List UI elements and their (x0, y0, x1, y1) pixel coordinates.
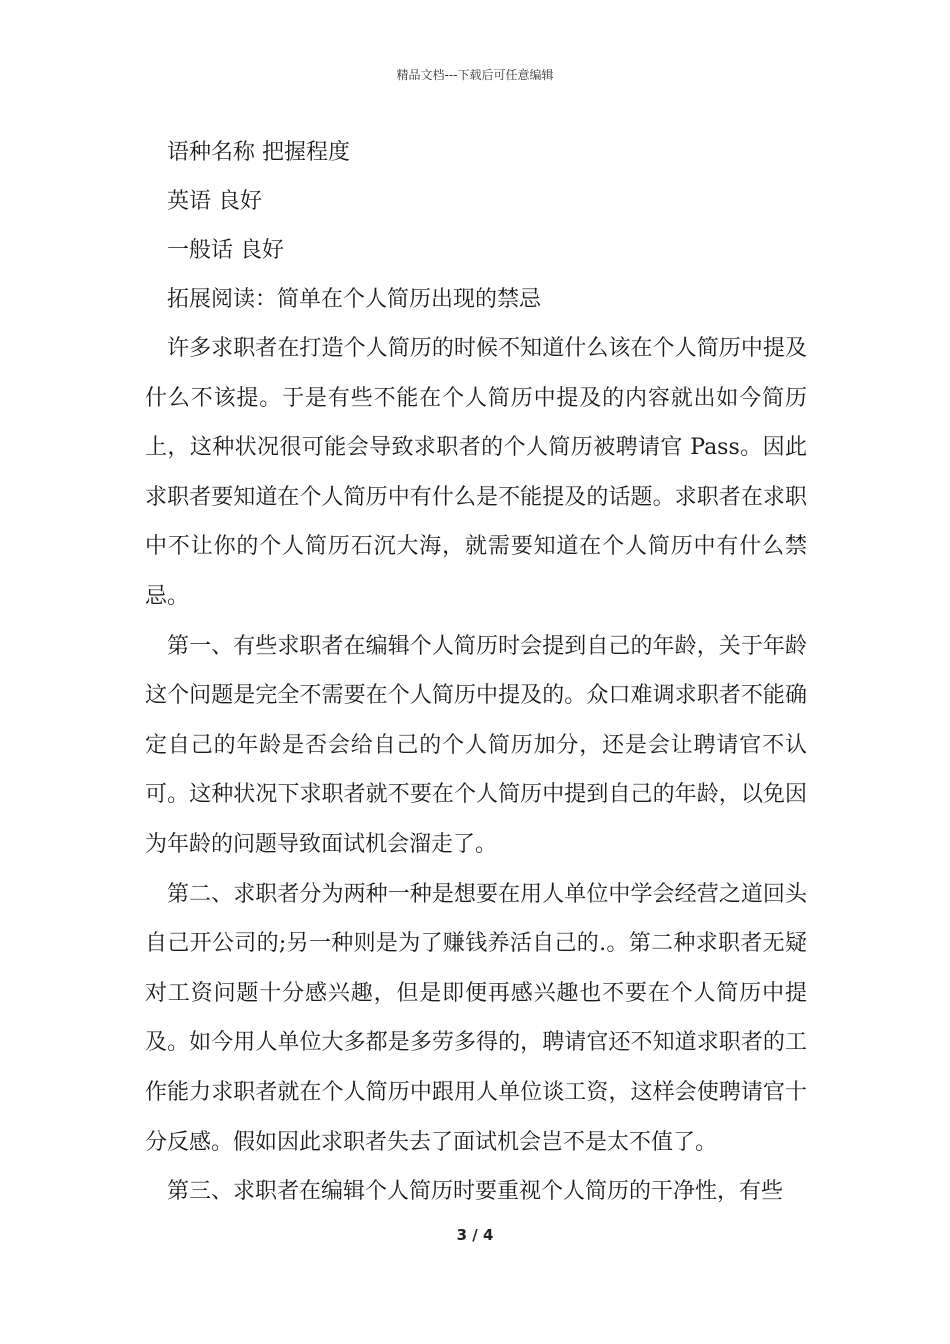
extended-reading-title: 拓展阅读：简单在个人简历出现的禁忌 (167, 287, 542, 312)
paragraph-intro: 许多求职者在打造个人简历的时候不知道什么该在个人简历中提及什么不该提。于是有些不能在个人简历中提及的内容就出如今简历上，这种状况很可能会导致求职者的个人简历被聘请官 Pass。因此求职者要知道在个人简历中有什么是不能提及的话题。求职者在求职中不让你的个人简历石沉大海，就需要知道在个人简历中有什么禁忌。 (145, 336, 807, 609)
paragraph-third: 第三、求职者在编辑个人简历时要重视个人简历的干净性，有些 (167, 1179, 784, 1205)
paragraph-first: 第一、有些求职者在编辑个人简历时会提到自己的年龄，关于年龄这个问题是完全不需要在个人简历中提及的。众口难调求职者不能确定自己的年龄是否会给自己的个人简历加分，还是会让聘请官不认可。这种状况下求职者就不要在个人简历中提到自己的年龄，以免因为年龄的问题导致面试机会溜走了。 (145, 633, 807, 857)
language-row-english: 英语 良好 (167, 189, 262, 214)
language-table-header: 语种名称 把握程度 (167, 140, 350, 165)
document-body (145, 128, 807, 1217)
page-header: 精品文档---下载后可任意编辑 (396, 68, 554, 82)
language-row-mandarin: 一般话 良好 (167, 238, 284, 263)
page-number: 3 / 4 (456, 1226, 494, 1244)
paragraph-second: 第二、求职者分为两种一种是想要在用人单位中学会经营之道回头自己开公司的;另一种则是为了赚钱养活自己的.。第二种求职者无疑对工资问题十分感兴趣，但是即便再感兴趣也不要在个人简历中提及。如今用人单位大多都是多劳多得的，聘请官还不知道求职者的工作能力求职者就在个人简历中跟用人单位谈工资，这样会使聘请官十分反感。假如因此求职者失去了面试机会岂不是太不值了。 (145, 881, 807, 1155)
